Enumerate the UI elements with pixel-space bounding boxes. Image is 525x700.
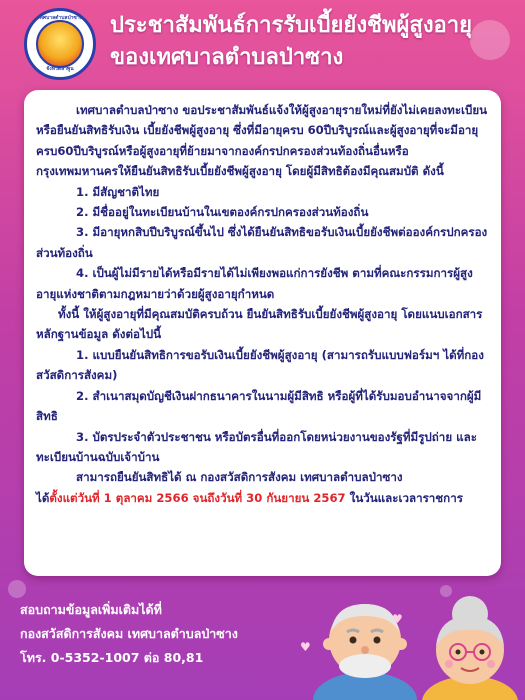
page-title	[110, 10, 515, 74]
contact-phone: โทร. 0-5352-1007 ต่อ 80,81	[20, 650, 204, 665]
decorative-dot	[8, 580, 26, 598]
contact-line-2: กองสวัสดิการสังคม เทศบาลตำบลป่าซาง	[20, 626, 238, 641]
title-line-2: ของเทศบาลตำบลป่าซาง	[110, 45, 344, 70]
qualification-item: 3. มีอายุหกสิบปีบริบูรณ์ขึ้นไป ซึ่งได้ยืนยันสิทธิขอรับเงินเบี้ยยังชีพต่อองค์กรปกครองส่วนท้องถิ่น	[36, 225, 488, 260]
seal-top-text: เทศบาลตำบลป่าซาง	[37, 15, 83, 21]
seal-bottom-text: จังหวัดลำพูน	[46, 66, 74, 72]
elderly-couple-illustration	[295, 570, 525, 700]
date-paragraph	[36, 488, 489, 508]
seal-emblem	[36, 20, 84, 68]
heart-icon: ♥	[392, 612, 403, 626]
document-item: 1. แบบยืนยันสิทธิการขอรับเงินเบี้ยยังชีพผู้สูงอายุ (สามารถรับแบบฟอร์มฯ ได้ที่กองสวัสดิการสังคม)	[36, 347, 484, 383]
announcement-card	[24, 90, 501, 576]
announcement-body	[36, 100, 489, 508]
date-prefix: ได้	[36, 490, 50, 505]
header	[0, 0, 525, 90]
contact-info	[20, 598, 320, 670]
intro-paragraph: เทศบาลตำบลป่าซาง ขอประชาสัมพันธ์แจ้งให้ผู้สูงอายุรายใหม่ที่ยังไม่เคยลงทะเบียนหรือยืนยันสิทธิรับเงิน เบี้ยยังชีพผู้สูงอายุ ซึ่งที่มีอายุครบ 60ปีบริบูรณ์และผู้สูงอายุที่จะมีอายุครบ60ปีบริบูรณ์หรือผู้สูงอายุที่ย้ายมาจากองค์กรปกครองส่วนท้องถิ่นอื่นหรือกรุงเทพมหานครให้ยืนยันสิทธิรับเบี้ยยังชีพผู้สูงอายุ โดยผู้มีสิทธิต้องมีคุณสมบัติ ดังนี้	[36, 103, 488, 179]
qualification-item: 1. มีสัญชาติไทย	[76, 184, 160, 199]
location-line: สามารถยืนยันสิทธิได้ ณ กองสวัสดิการสังคม เทศบาลตำบลป่าซาง	[76, 470, 403, 485]
municipality-seal-logo	[24, 8, 96, 80]
document-item: 3. บัตรประจำตัวประชาชน หรือบัตรอื่นที่ออกโดยหน่วยงานของรัฐที่มีรูปถ่าย และทะเบียนบ้านฉบับเจ้าบ้าน	[36, 429, 477, 464]
date-range: ตั้งแต่วันที่ 1 ตุลาคม 2566 จนถึงวันที่ 30 กันยายน 2567	[49, 490, 346, 505]
qualification-item: 4. เป็นผู้ไม่มีรายได้หรือมีรายได้ไม่เพียงพอแก่การยังชีพ ตามที่คณะกรรมการผู้สูงอายุแห่งชาติตามกฎหมายว่าด้วยผู้สูงอายุกำหนด	[36, 266, 473, 301]
title-line-1: ประชาสัมพันธ์การรับเบี้ยยังชีพผู้สูงอายุ	[110, 13, 473, 38]
documents-intro: ทั้งนี้ ให้ผู้สูงอายุที่มีคุณสมบัติครบถ้วน ยืนยันสิทธิรับเบี้ยยังชีพผู้สูงอายุ โดยแนบเอกสารหลักฐานข้อมูล ดังต่อไปนี้	[36, 307, 483, 342]
qualification-item: 2. มีชื่ออยู่ในทะเบียนบ้านในเขตองค์กรปกครองส่วนท้องถิ่น	[76, 205, 369, 220]
date-suffix: ในวันและเวลาราชการ	[345, 490, 463, 505]
document-item: 2. สำเนาสมุดบัญชีเงินฝากธนาคารในนามผู้มีสิทธิ หรือผู้ที่ได้รับมอบอำนาจจากผู้มีสิทธิ	[36, 388, 482, 424]
grandma-figure	[422, 596, 518, 700]
heart-icon: ♥	[300, 640, 311, 654]
contact-line-1: สอบถามข้อมูลเพิ่มเติมได้ที่	[20, 602, 162, 617]
